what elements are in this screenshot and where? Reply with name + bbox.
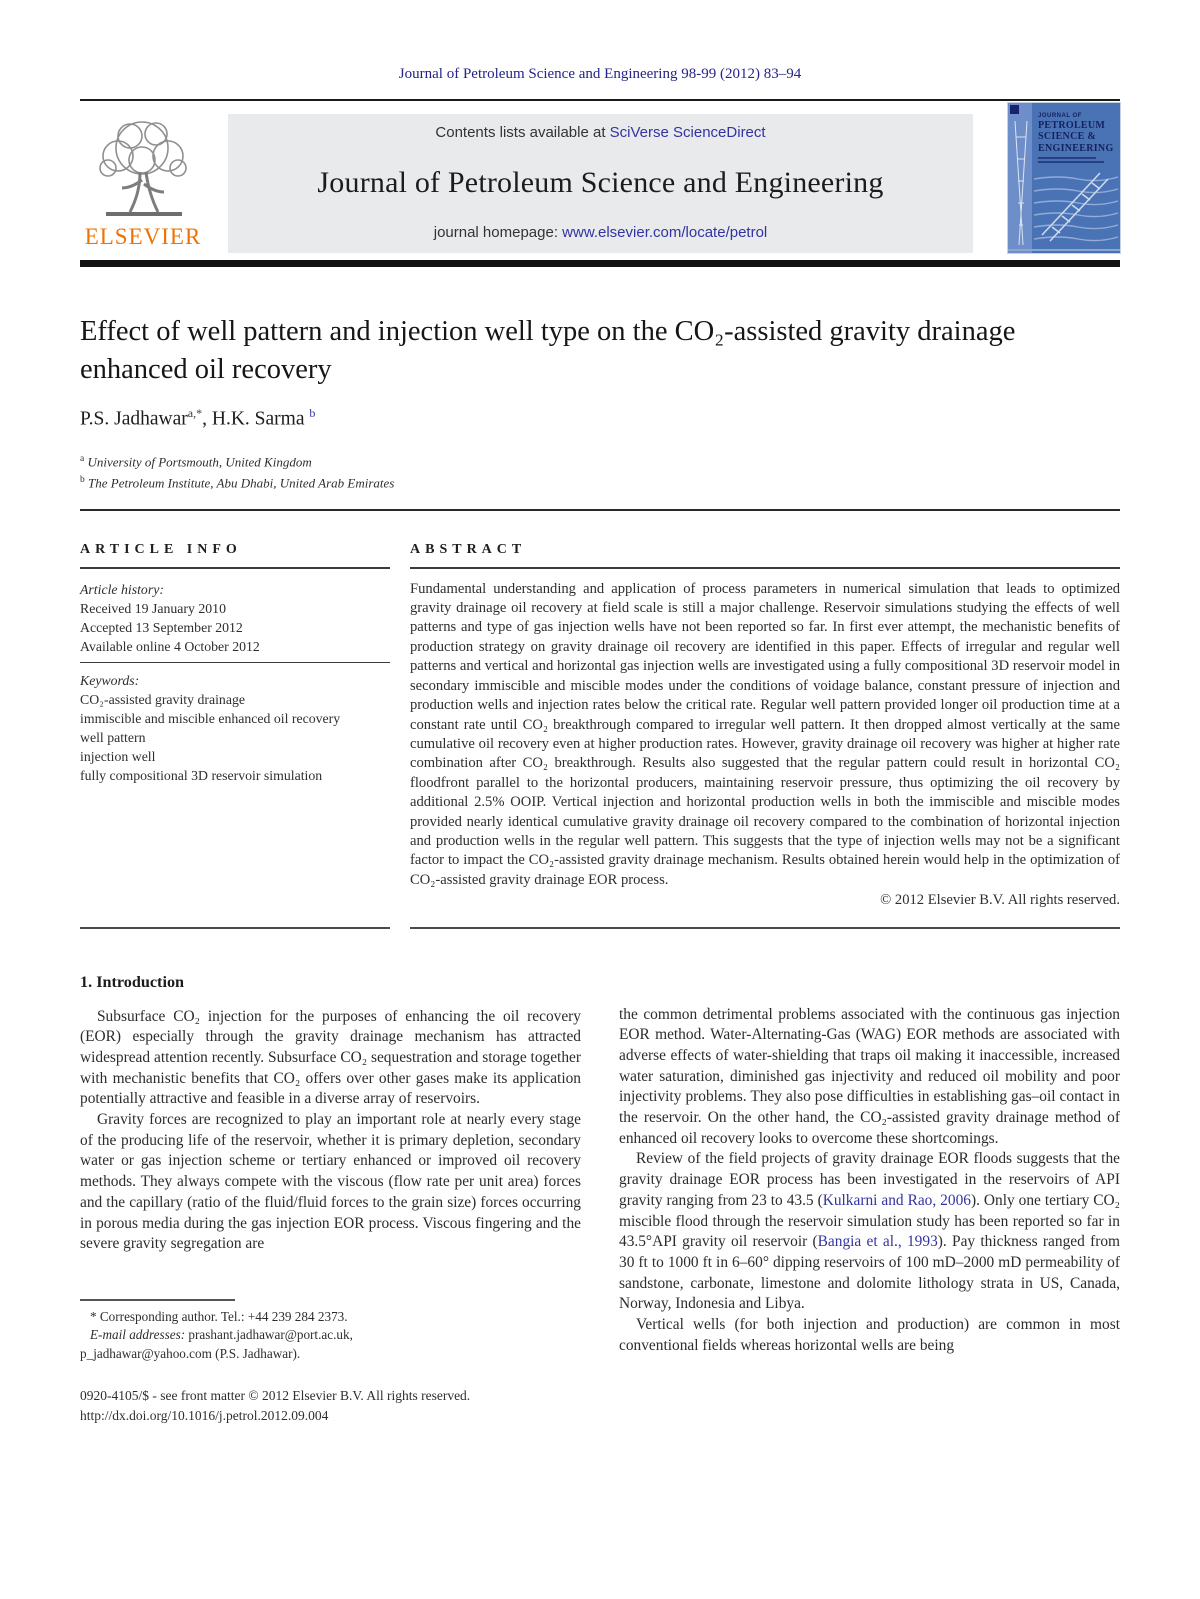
keyword-item: CO₂-assisted gravity drainage [80,692,245,708]
footnote-lines [80,1308,420,1364]
history-item: Accepted 13 September 2012 [80,619,243,635]
elsevier-tree-icon [84,114,202,222]
author-separator: , [202,408,212,430]
text-segment: Review of the field projects of gravity drainage EOR floods suggests that the gravity drainage EOR process has been investigated in the reservoirs of API gravity ranging from 23 to 43.5 ( [619,1150,1120,1209]
contents-prefix: Contents lists available at [435,124,610,141]
abstract-text: Fundamental understanding and application of process parameters in numerical simulation that leads to optimized gravity drainage oil recovery at field scale is still a major challenge. Reservoir simulations studying the effects of well patterns and type of gas injection wells have not been reported so far. In first ever attempt, the mechanistic benefits of production strategy on gravity drainage oil recovery are identified in this paper. Effects of irregular and regular well patterns and vertical and horizontal gas injection wells are investigated using a fully compositional 3D reservoir model in secondary immiscible and miscible modes under the conditions of voidage balance, constant pressure of injection and production wells and injection rates below the critical rate. Regular well pattern provided longer oil production time at a constant rate until CO₂ breakthrough compared to irregular well pattern. It then dropped almost vertically at the same cumulative oil recovery even at higher production rates. However, gravity drainage oil recovery was higher at higher rate combination after CO₂ breakthrough. Results also suggested that the regular pattern could result in horizontal CO₂ floodfront parallel to the horizontal producers, maintaining reservoir pressure, thus optimizing the oil recovery by additional 2.5% OOIP. Vertical injection and horizontal production wells in both the immiscible and miscible modes provided nearly identical cumulative gravity drainage oil recovery compared to the combination of horizontal injection and production wells in the regular well pattern. This suggests that the type of injection wells may not be a significant factor to impact the CO₂-assisted gravity drainage mechanism. Results obtained herein would help in the optimization of CO₂-assisted gravity drainage EOR process. [410,580,1120,888]
info-divider [80,662,390,664]
footnote-rule [80,1299,235,1301]
paragraph [80,1007,581,1111]
keywords-list [80,690,390,785]
text-segment: ). Pay thickness ranged from 30 ft to 1000 ft in 6–60° dipping reservoirs of 100 mD–2000 mD permeability of sandstone, carbonate, limestone and dolomite lithology strata in US, Canada, Norway, Indonesia and Libya. [619,1233,1120,1313]
text-segment: ). Only one tertiary CO₂ miscible flood through the reservoir simulation study has been reported so far in 43.5°API gravity oil reservoir ( [619,1191,1120,1251]
affiliation-sup: a [80,453,85,464]
cover-subtitle-bar [1038,161,1104,163]
keyword-item: immiscible and miscible enhanced oil recovery [80,711,341,727]
paragraph [80,1308,420,1327]
author-affiliation-sup: b [309,406,316,420]
body-right-column [619,973,1120,1426]
article-info-heading: ARTICLE INFO [80,542,390,569]
keyword-item: injection well [80,749,156,765]
article-history-list [80,599,390,656]
journal-cover-thumbnail[interactable] [1008,103,1120,253]
text-segment: prashant.jadhawar@port.ac.uk, p_jadhawar@yahoo.com (P.S. Jadhawar). [80,1327,353,1361]
journal-banner [228,114,973,253]
left-column-paragraphs [80,1007,581,1255]
author-name: H.K. Sarma [211,408,305,430]
abstract-heading: ABSTRACT [410,542,1120,569]
paragraph [619,1315,1120,1356]
homepage-line [434,224,768,241]
text-segment: the common detrimental problems associated with the continuous gas injection EOR method. Water-Alternating-Gas (WAG) EOR methods are associated with adverse effects of water-shielding that traps oil making it inaccessible, increased water saturation, diminished gas injectivity and reduced oil mobility and poor injectivity problems. They also pose difficulties in establishing gas–oil contact in the reservoir. On the other hand, the CO₂-assisted gravity drainage method of enhanced oil recovery looks to overcome these shortcomings. [619,1005,1120,1147]
article-title: Effect of well pattern and injection well type on the CO₂-assisted gravity drainage enhanced oil recovery [80,316,1016,385]
article-info-column [80,542,390,929]
keyword-item: well pattern [80,730,146,746]
cover-subtitle-bar [1038,157,1096,159]
article-body [80,973,1120,1426]
title-section-rule [80,509,1120,511]
affiliation-line: $^a$ University of Portsmouth, United Kingdom [80,453,312,469]
author-line [80,406,1120,431]
text-segment: Vertical wells (for both injection and production) are common in most conventional fields whereas horizontal wells are being [619,1316,1120,1354]
keywords-label: Keywords: [80,673,140,689]
paragraph [619,1149,1120,1315]
text-segment: Subsurface CO₂ injection for the purposes of enhancing the oil recovery (EOR) especially through the gravity drainage mechanism has attracted widespread attention recently. Subsurface CO₂ sequestration and storage together with mechanistic benefits that CO₂ offers over other gases make its application potentially attractive and feasible in a diverse array of reservoirs. [80,1007,581,1108]
citation-link[interactable]: Kulkarni and Rao, 2006 [822,1191,971,1209]
text-segment: * Corresponding author. Tel.: +44 239 284 2373. [90,1308,348,1324]
author-affiliation-sup: a,* [187,406,203,420]
paragraph [80,1110,581,1255]
journal-citation: Journal of Petroleum Science and Engineering 98-99 (2012) 83–94 [398,66,802,82]
header-divider-bar [80,260,1120,267]
contents-line [435,124,765,141]
footnote-block [80,1299,420,1363]
elsevier-logo [80,114,206,253]
affiliation-sup: b [80,474,85,485]
homepage-prefix: journal homepage: [433,224,563,241]
citation-link[interactable]: Bangia et al., 1993 [817,1233,938,1251]
journal-homepage-link[interactable]: www.elsevier.com/locate/petrol [562,224,768,241]
affiliations [80,450,1120,493]
abstract-column [410,542,1120,929]
imprint-block [80,1386,581,1425]
article-history-label: Article history: [80,581,164,597]
section-heading-introduction: 1. Introduction [80,972,185,991]
right-column-paragraphs [619,1005,1120,1357]
affiliation-line: $^b$ The Petroleum Institute, Abu Dhabi, United Arab Emirates [80,474,395,491]
journal-cover-title: JOURNAL OF PETROLEUM SCIENCE & ENGINEERING [1038,113,1114,163]
journal-title: Journal of Petroleum Science and Engineering [317,165,884,199]
elsevier-wordmark: ELSEVIER [84,224,202,249]
keyword-item: fully compositional 3D reservoir simulation [80,768,323,784]
history-item: Available online 4 October 2012 [80,638,260,654]
body-left-column [80,973,581,1426]
sciverse-sciencedirect-link[interactable]: SciVerse ScienceDirect [609,124,766,141]
paragraph [80,1326,420,1363]
history-item: Received 19 January 2010 [80,600,226,616]
text-segment: Gravity forces are recognized to play an important role at nearly every stage of the producing life of the reservoir, whether it is primary depletion, secondary water or gas injection scheme or tertiary enhanced or improved oil recovery methods. They always compete with the viscous (flow rate per unit area) forces and the capillary (ratio of the fluid/fluid forces to the grain size) forces occurring in porous media during the gas injection EOR process. Viscous fingering and the severe gravity segregation are [80,1111,581,1253]
issn-copyright-line: 0920-4105/$ - see front matter © 2012 Elsevier B.V. All rights reserved. [80,1388,471,1404]
abstract-copyright: © 2012 Elsevier B.V. All rights reserved. [880,892,1120,909]
journal-header-band [80,114,1120,253]
top-rule [80,99,1120,101]
text-segment: E-mail addresses: [90,1327,189,1343]
doi-link[interactable]: http://dx.doi.org/10.1016/j.petrol.2012.09.004 [80,1407,329,1423]
paragraph [619,1005,1120,1150]
author-name: P.S. Jadhawar [80,408,188,430]
info-abstract-section [80,542,1120,929]
